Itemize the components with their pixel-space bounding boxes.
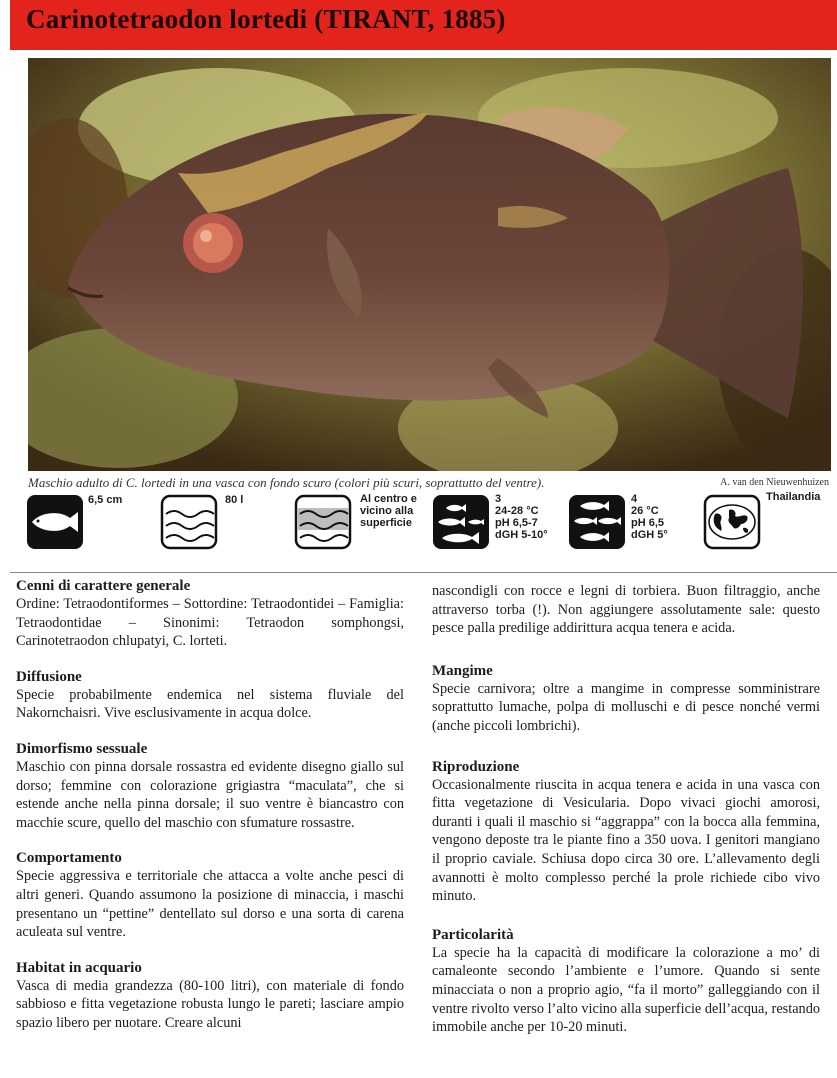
tank-volume-icon xyxy=(160,494,218,550)
section-heading: Diffusione xyxy=(16,668,82,685)
section-heading: Habitat in acquario xyxy=(16,959,142,976)
breeding-group-icon xyxy=(568,494,626,550)
group-b-label xyxy=(631,493,668,541)
group-b-line: dGH 5° xyxy=(631,529,668,541)
group-b-line: pH 6,5 xyxy=(631,517,665,529)
section-heading: Comportamento xyxy=(16,850,122,867)
right-column xyxy=(432,582,820,1037)
section-heading: Mangime xyxy=(432,662,493,679)
group-b-line: 26 °C xyxy=(631,505,659,517)
section-text: Specie probabilmente endemica nel sistema fluviale del Nakornchaisri. Vive esclusivamente in acqua dolce. xyxy=(16,686,404,722)
section xyxy=(432,758,820,906)
swimming-zone-line: superficie xyxy=(360,517,412,529)
section xyxy=(432,662,820,736)
fish-group-icon xyxy=(432,494,490,550)
page-title: Carinotetraodon lortedi (TIRANT, 1885) xyxy=(26,4,506,34)
tank-volume-label: 80 l xyxy=(225,494,244,506)
swimming-zone-icon xyxy=(294,494,352,550)
swimming-zone-line: vicino alla xyxy=(360,505,414,517)
section xyxy=(16,740,404,832)
photo-caption: Maschio adulto di C. lortedi in una vasca con fondo scuro (colori più scuri, soprattutto del ventre). xyxy=(28,475,545,490)
section-text: Specie aggressiva e territoriale che attacca a volte anche pesci di altri generi. Quando assumono la posizione di minaccia, i maschi presentano un “pettine” dentellato sul dorso e una sorta di carena aculeata sul ventre. xyxy=(16,868,404,941)
section-divider xyxy=(10,572,837,573)
group-a-line: 3 xyxy=(495,493,502,505)
swimming-zone-label xyxy=(360,493,417,529)
group-a-line: 24-28 °C xyxy=(495,505,539,517)
section-text: Maschio con pinna dorsale rossastra ed evidente disegno giallo sul dorso; femmine con colorazione grigiastra “maculata”, che si estende anche nella pinna dorsale; il suo ventre è biancastro con macchie scure, quello del maschio con sfumature rossastre. xyxy=(16,758,404,831)
section-heading: Cenni di carattere generale xyxy=(16,578,191,594)
group-b-line: 4 xyxy=(631,493,638,505)
group-a-line: dGH 5-10° xyxy=(495,529,548,541)
photo-credit: A. van den Nieuwenhuizen xyxy=(720,477,829,488)
world-map-icon xyxy=(703,494,761,550)
section-text: La specie ha la capacità di modificare la colorazione a mo’ di camaleonte secondo l’ambiente e l’umore. Quando si sente minacciata o non a proprio agio, “fa il morto” galleggiando con il ventre rivolto verso l’alto vicino alla superficie dell’acqua, restando immobile anche per 10-20 minuti. xyxy=(432,944,820,1036)
section-text: Occasionalmente riuscita in acqua tenera e acida in una vasca con fitta vegetazione di Vesicularia. Dopo vivaci giochi amorosi, duranti i quali il maschio si “aggrappa” con la bocca alla femmina, vengono deposte tra le piante fino a 350 uova. I genitori mangiano il proprio caviale. Schiusa dopo circa 30 ore. L’allevamento degli avannotti è molto complesso perché la prole richiede cibo vivo minuto. xyxy=(432,776,820,905)
section-heading: Riproduzione xyxy=(432,758,520,775)
section-text: Vasca di media grandezza (80-100 litri), con materiale di fondo sabbioso e fitta vegetazione robusta lungo le pareti; lasciare ampio spazio libero per nuotare. Creare alcuni xyxy=(16,977,404,1031)
group-a-label xyxy=(495,493,548,541)
swimming-zone-line: Al centro e xyxy=(360,493,417,505)
group-a-line: pH 6,5-7 xyxy=(495,517,538,529)
origin-label: Thailandia xyxy=(766,491,821,503)
section xyxy=(16,668,404,723)
section xyxy=(16,959,404,1033)
fish-photo xyxy=(28,58,831,471)
fish-size-label: 6,5 cm xyxy=(88,494,123,506)
section xyxy=(16,849,404,941)
title-bar xyxy=(10,0,837,50)
left-column xyxy=(16,577,404,1033)
section xyxy=(432,926,820,1037)
section-heading: Particolarità xyxy=(432,926,514,943)
section xyxy=(16,577,404,651)
section-text-continued: nascondigli con rocce e legni di torbiera. Buon filtraggio, anche attraverso torba (!). Non aggiungere assolutamente sale: questo pesce palla predilige addirittura acqua tenera e acida. xyxy=(432,583,820,637)
section-text: Specie carnivora; oltre a mangime in compresse somministrare soprattutto lumache, polpa di molluschi e di pesce nonché vermi (anche piccoli lombrichi). xyxy=(432,680,820,734)
section-text: Ordine: Tetraodontiformes – Sottordine: Tetraodontidei – Famiglia: Tetraodontidae – Sinonimi: Tetraodon somphongsi, Carinotetraodon chlupatyi, C. lorteti. xyxy=(16,596,404,650)
fish-photo-illustration xyxy=(28,58,831,471)
fish-size-icon xyxy=(26,494,84,550)
section-heading: Dimorfismo sessuale xyxy=(16,740,148,757)
